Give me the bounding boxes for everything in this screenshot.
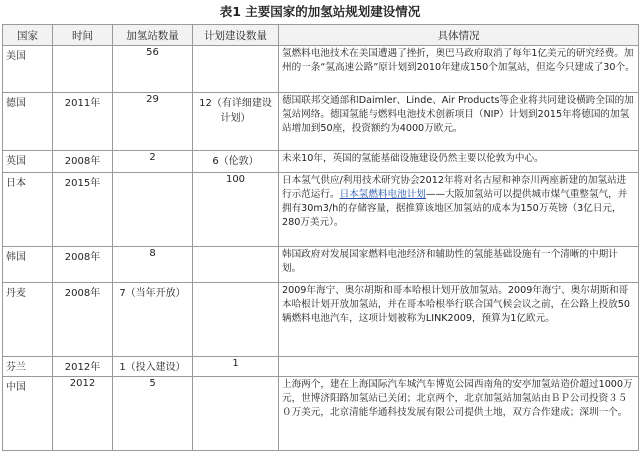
- table-row: [3, 173, 639, 247]
- cell-detail: [279, 173, 639, 247]
- cell-country: 芬兰: [3, 357, 53, 377]
- cell-count: 5: [113, 377, 193, 451]
- cell-detail: 韩国政府对发展国家燃料电池经济和辅助性的氢能基础设施有一个清晰的中期计划。: [279, 247, 639, 283]
- cell-country: 韩国: [3, 247, 53, 283]
- detail-text-pre: 日本氢气供应/利用技术研究协会2012年将对名古屋和神奈川两座新建的加氢站进行示范运行。: [282, 175, 627, 200]
- cell-planned: [193, 377, 279, 451]
- cell-time: 2012: [53, 377, 113, 451]
- table-row: [3, 357, 639, 377]
- cell-country: 英国: [3, 151, 53, 173]
- table-row: [3, 247, 639, 283]
- table-row: [3, 377, 639, 451]
- cell-detail: 未来10年，英国的氢能基础设施建设仍然主要以伦敦为中心。: [279, 151, 639, 173]
- header-row: [3, 25, 639, 46]
- header-detail: 具体情况: [279, 25, 639, 46]
- cell-planned: 12（有详细建设计划）: [193, 93, 279, 151]
- header-country: 国家: [3, 25, 53, 46]
- cell-planned: [193, 283, 279, 357]
- cell-country: 德国: [3, 93, 53, 151]
- cell-time: 2015年: [53, 173, 113, 247]
- cell-country: 美国: [3, 46, 53, 93]
- cell-planned: [193, 46, 279, 93]
- cell-detail: 2009年海宁、奥尔胡斯和哥本哈根计划开放加氢站。2009年海宁、奥尔胡斯和哥本哈根计划开放加氢站，并在哥本哈根举行联合国气候会议之前，在公路上投放50辆燃料电池汽车，这项计划被称为LINK2009，预算为1亿欧元。: [279, 283, 639, 357]
- cell-country: 丹麦: [3, 283, 53, 357]
- cell-time: 2008年: [53, 247, 113, 283]
- table-row: [3, 283, 639, 357]
- cell-planned: 6（伦敦）: [193, 151, 279, 173]
- cell-count: 29: [113, 93, 193, 151]
- cell-planned: 100: [193, 173, 279, 247]
- cell-detail: 德国联邦交通部和Daimler、Linde、Air Products等企业将共同建设横跨全国的加氢站网络。德国氢能与燃料电池技术创新项目（NIP）计划到2015年将德国的加氢站增加到50座，投资额约为4000万欧元。: [279, 93, 639, 151]
- header-time: 时间: [53, 25, 113, 46]
- cell-count: 8: [113, 247, 193, 283]
- cell-planned: [193, 247, 279, 283]
- header-count: 加氢站数量: [113, 25, 193, 46]
- table-row: [3, 93, 639, 151]
- cell-country: 中国: [3, 377, 53, 451]
- cell-count: 1（投入建设）: [113, 357, 193, 377]
- cell-country: 日本: [3, 173, 53, 247]
- table-row: [3, 151, 639, 173]
- cell-detail: [279, 357, 639, 377]
- cell-count: 7（当年开放）: [113, 283, 193, 357]
- cell-planned: 1: [193, 357, 279, 377]
- cell-time: 2008年: [53, 283, 113, 357]
- detail-link[interactable]: 日本氢燃料电池计划: [339, 188, 426, 200]
- cell-detail: 上海两个，建在上海国际汽车城汽车博览公园西南角的安亭加氢站造价超过1000万元，世博济阳路加氢站已关闭；北京两个，北京加氢站加氢站由ＢＰ公司投资３５０万美元，北京清能华通科技发展有限公司提供土地，双方合作建成；深圳一个。: [279, 377, 639, 451]
- cell-count: 56: [113, 46, 193, 93]
- cell-time: 2012年: [53, 357, 113, 377]
- cell-time: [53, 46, 113, 93]
- table-row: [3, 46, 639, 93]
- cell-time: 2011年: [53, 93, 113, 151]
- header-planned: 计划建设数量: [193, 25, 279, 46]
- cell-time: 2008年: [53, 151, 113, 173]
- cell-count: [113, 173, 193, 247]
- hydrogen-station-table: [2, 24, 639, 451]
- detail-text-post: ——大阪加氢站可以提供城市煤气重整氢气，并拥有30m3/h的存储容量，据推算该地区加氢站的成本为150万英镑（3亿日元，280万美元）。: [282, 188, 628, 228]
- cell-detail: 氢燃料电池技术在美国遭遇了挫折，奥巴马政府取消了每年1亿美元的研究经费。加州的一条“氢高速公路”原计划到2010年建成150个加氢站，但迄今只建成了30个。: [279, 46, 639, 93]
- table-caption: 表1 主要国家的加氢站规划建设情况: [219, 4, 421, 19]
- cell-count: 2: [113, 151, 193, 173]
